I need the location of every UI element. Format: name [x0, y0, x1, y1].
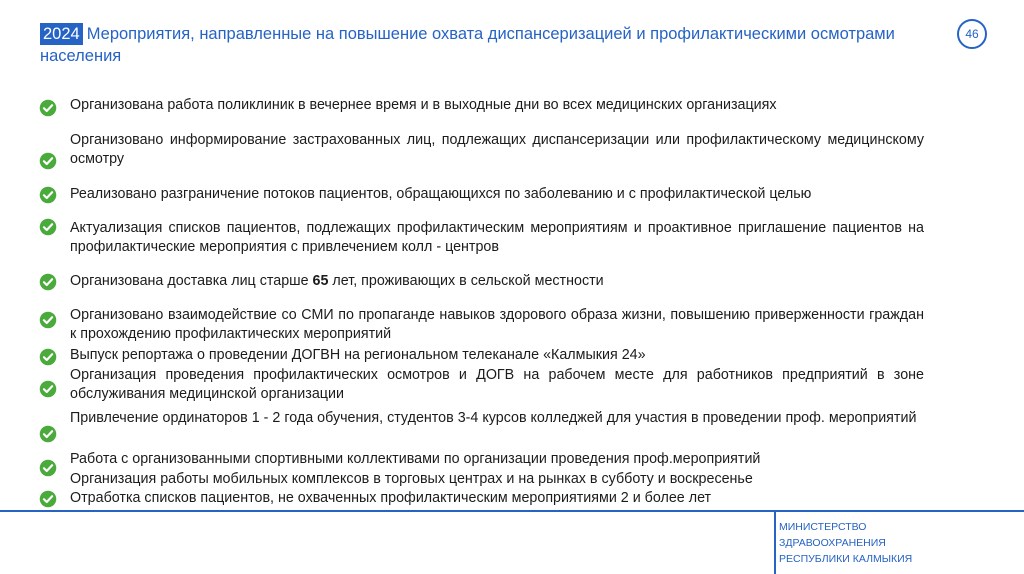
ministry-line: ЗДРАВООХРАНЕНИЯ [779, 537, 886, 549]
list-item: Организация работы мобильных комплексов в торговых центрах и на рынках в субботу и воскресенье [70, 471, 753, 487]
footer-vertical-divider [774, 512, 776, 574]
item-text-after: лет, проживающих в сельской местности [328, 273, 604, 289]
page-number-badge: 46 [957, 19, 987, 49]
check-circle-icon [39, 348, 57, 366]
check-circle-icon [39, 490, 57, 508]
check-circle-icon [39, 425, 57, 443]
list-item: Организовано информирование застрахованных лиц, подлежащих диспансеризации или профилактическому медицинскому осмотру [70, 132, 924, 167]
list-item: Отработка списков пациентов, не охваченных профилактическим мероприятиями 2 и более лет [70, 490, 712, 506]
item-text-before: Организована доставка лиц старше [70, 273, 313, 289]
title-text: Мероприятия, направленные на повышение охвата диспансеризацией и профилактическими осмотрами населения [40, 25, 895, 65]
check-circle-icon [39, 380, 57, 398]
list-item: Организована работа поликлиник в вечернее время и в выходные дни во всех медицинских организациях [70, 97, 777, 113]
year-badge: 2024 [40, 23, 83, 45]
footer-divider [0, 510, 1024, 512]
list-item: Актуализация списков пациентов, подлежащих профилактическим мероприятиям и проактивное приглашение пациентов на профилактические мероприятия с привлечением колл - центров [70, 220, 924, 255]
list-item: Организовано взаимодействие со СМИ по пропаганде навыков здорового образа жизни, повышению приверженности граждан к прохождению профилактических мероприятий [70, 307, 924, 342]
check-circle-icon [39, 273, 57, 291]
check-circle-icon [39, 186, 57, 204]
item-text-bold: 65 [312, 273, 329, 289]
check-circle-icon [39, 459, 57, 477]
check-circle-icon [39, 311, 57, 329]
list-item: Привлечение ординаторов 1 - 2 года обучения, студентов 3-4 курсов колледжей для участия в проведении проф. мероприятий [70, 410, 917, 426]
check-circle-icon [39, 99, 57, 117]
ministry-line: РЕСПУБЛИКИ КАЛМЫКИЯ [779, 553, 913, 565]
list-item [70, 272, 924, 291]
check-circle-icon [39, 152, 57, 170]
list-item: Организация проведения профилактических осмотров и ДОГВ на рабочем месте для работников предприятий в зоне обслуживания медицинской организации [70, 367, 924, 402]
slide-title [40, 23, 920, 67]
list-item: Работа с организованными спортивными коллективами по организации проведения проф.мероприятий [70, 451, 761, 467]
ministry-line: МИНИСТЕРСТВО [779, 521, 867, 533]
check-circle-icon [39, 218, 57, 236]
list-item: Реализовано разграничение потоков пациентов, обращающихся по заболеванию и с профилактической целью [70, 186, 812, 202]
list-item: Выпуск репортажа о проведении ДОГВН на региональном телеканале «Калмыкия 24» [70, 347, 646, 363]
ministry-label [779, 519, 912, 567]
